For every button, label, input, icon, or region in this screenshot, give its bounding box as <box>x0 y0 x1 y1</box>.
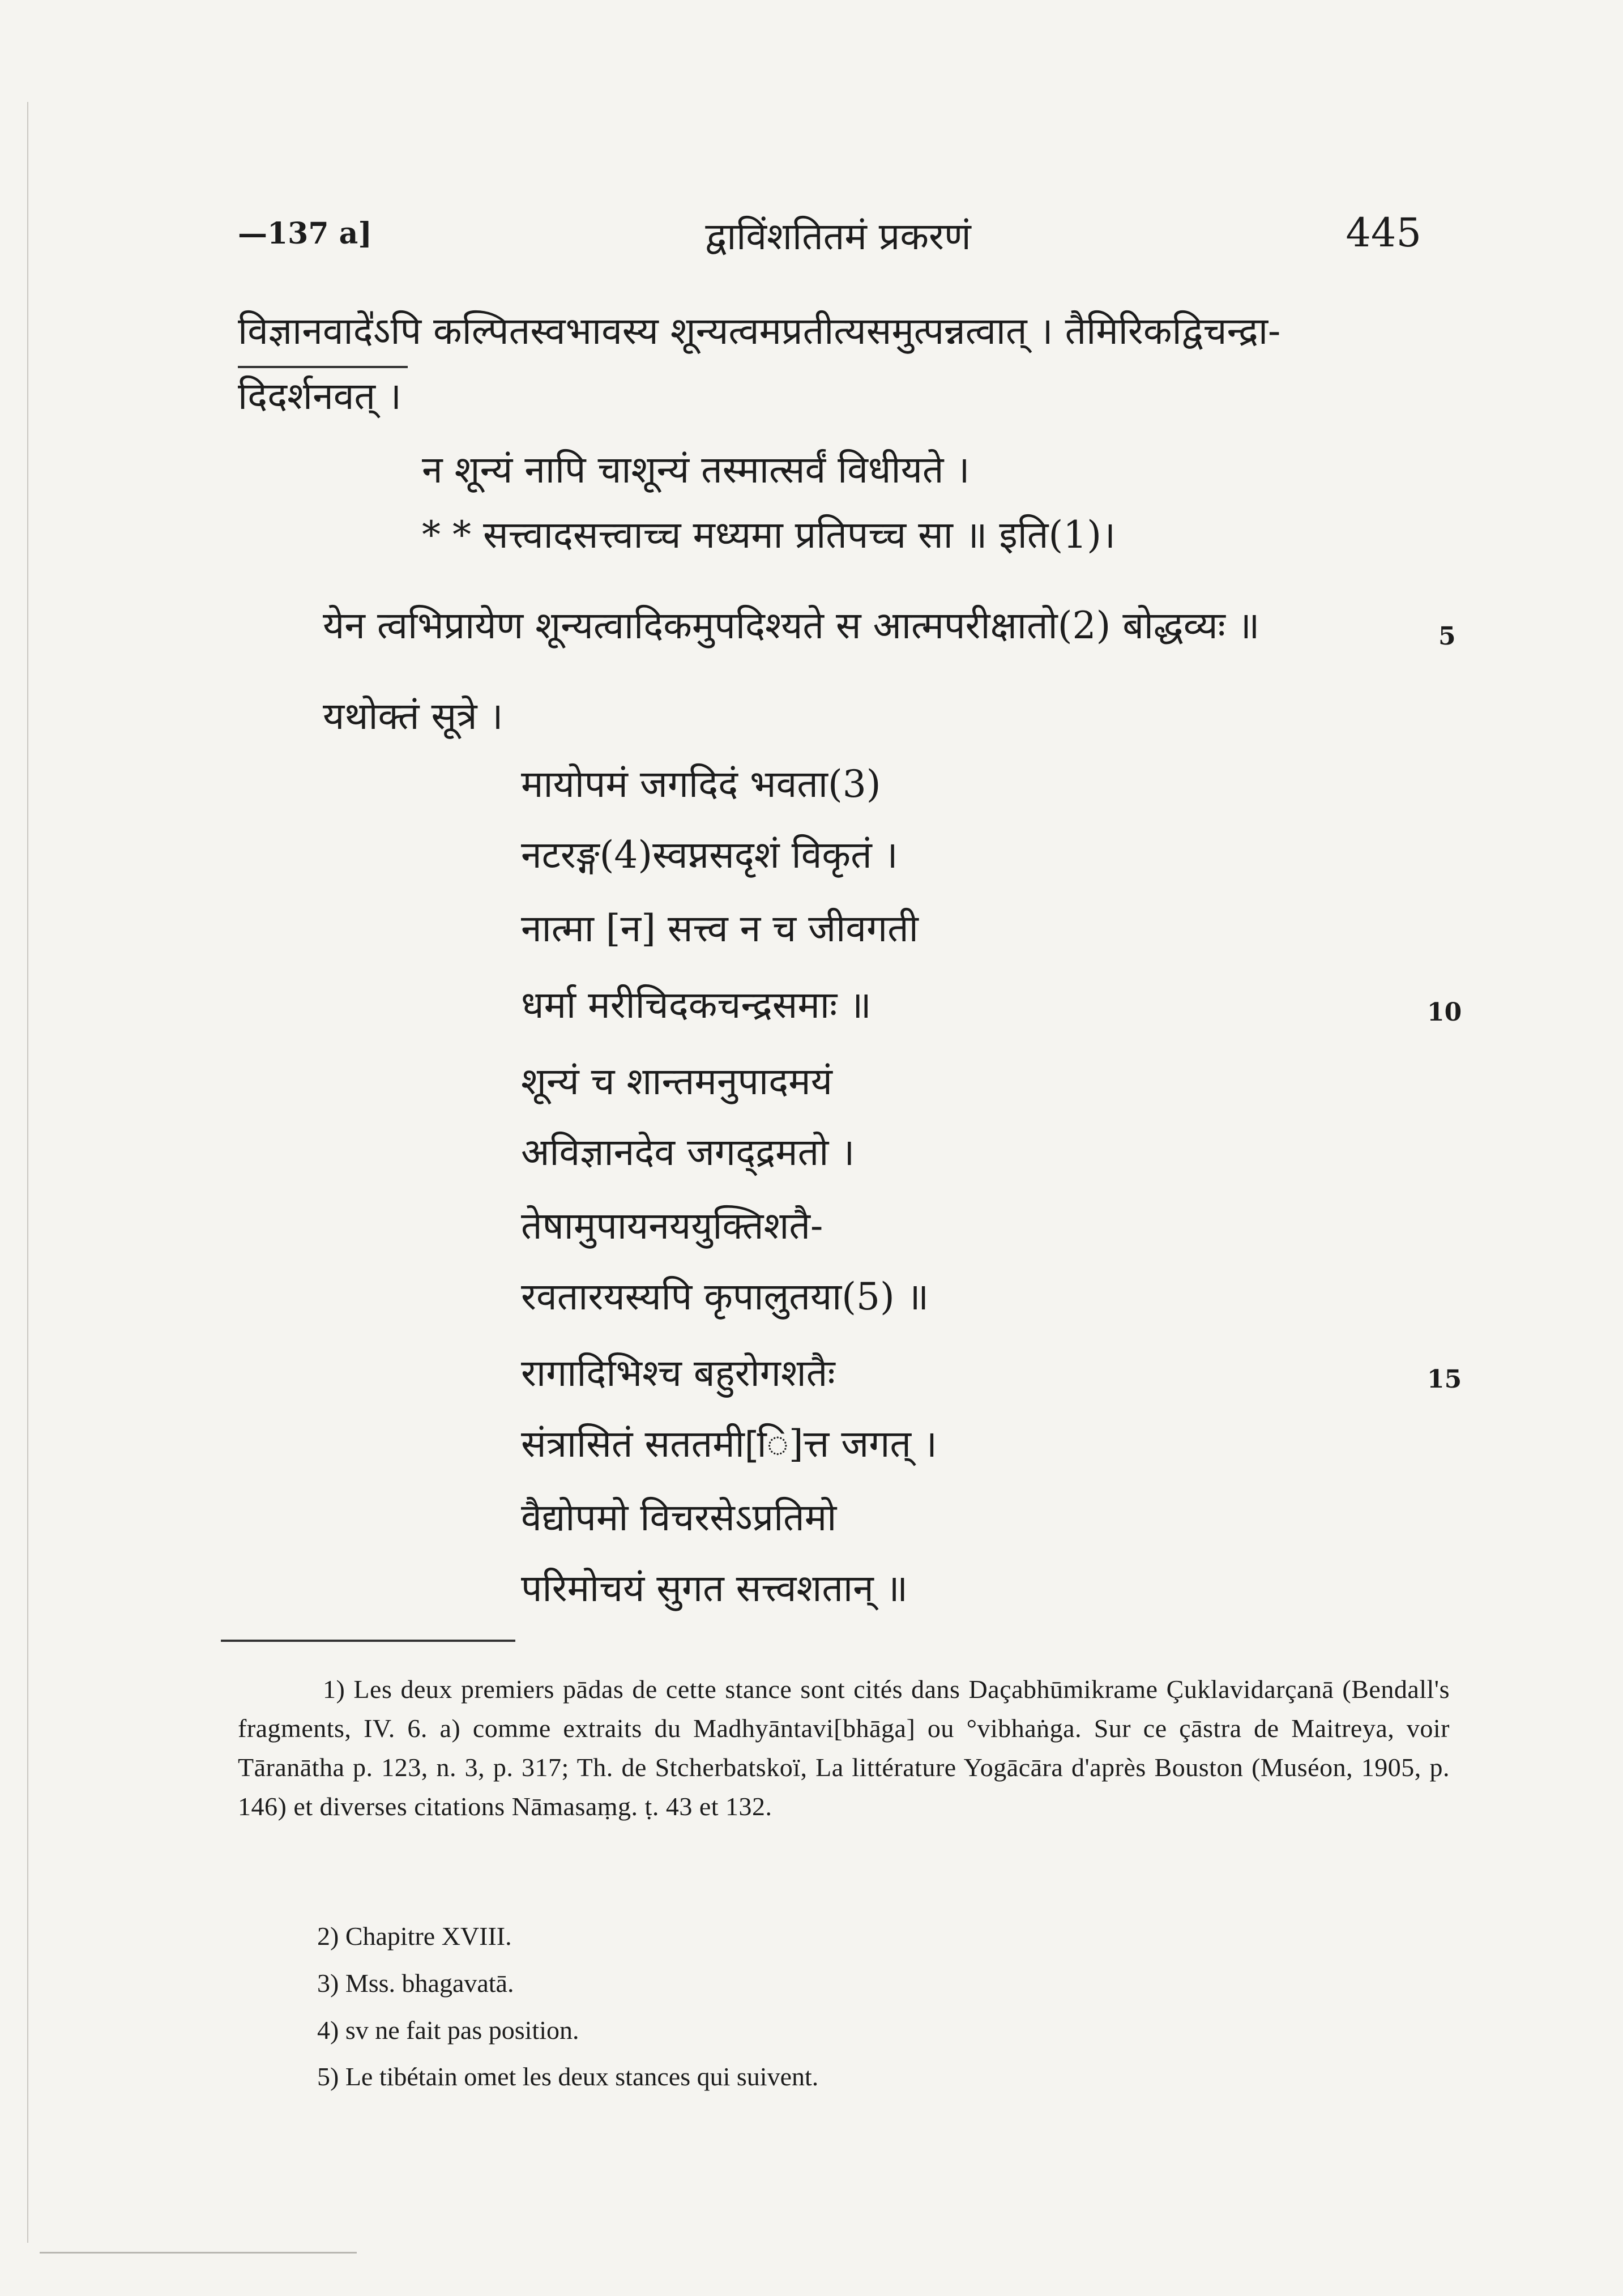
underline-mark <box>238 366 408 368</box>
text-line: येन त्वभिप्रायेण शून्यत्वादिकमुपदिश्यते स आत्मपरीक्षातो(2) बोद्धव्यः ॥ <box>323 604 1260 647</box>
page-bottom-rule <box>40 2252 357 2254</box>
line-number: 15 <box>1427 1365 1462 1394</box>
verse-line: वैद्योपमो विचरसेऽप्रतिमो <box>521 1496 837 1539</box>
text-line: विज्ञानवादे॑ऽपि कल्पितस्वभावस्य शून्यत्वमप्रतीत्यसमुत्पन्नत्वात् । तैमिरिकद्विचन्द्रा- <box>238 309 1281 353</box>
footnote-1-text: 1) Les deux premiers pādas de cette stance sont cités dans Daçabhūmikrame Çuklavidarçanā (Bendall's fragments, IV. 6. a) comme extraits du Madhyāntavi[bhāga] ou °vibhaṅga. Sur ce çāstra de Maitreya, voir Tāranātha p. 123, n. 3, p. 317; Th. de Stcherbatskoï, La littérature Yogācāra d'après Bouston (Muséon, 1905, p. 146) et diverses citations Nāmasaṃg. ṭ. 43 et 132. <box>238 1675 1450 1821</box>
folio-reference: —137 a] <box>238 216 372 251</box>
page-header <box>238 210 1421 261</box>
verse-line: शून्यं च शान्तमनुपादमयं <box>521 1060 832 1103</box>
footnote-3: 3) Mss. bhagavatā. <box>317 1969 514 1998</box>
verse-line: * * सत्त्वादसत्त्वाच्च मध्यमा प्रतिपच्च सा ॥ इति(1)। <box>422 513 1116 557</box>
verse-line: नात्मा [न] सत्त्व न च जीवगती <box>521 907 919 950</box>
footnote-5: 5) Le tibétain omet les deux stances qui suivent. <box>317 2062 819 2091</box>
line-number: 5 <box>1438 622 1456 651</box>
text-line: यथोक्तं सूत्रे । <box>323 694 503 738</box>
page-number: 445 <box>1346 210 1421 256</box>
verse-line: तेषामुपायनययुक्तिशतै- <box>521 1204 823 1248</box>
page-edge-rule <box>27 102 28 2243</box>
verse-line: रागादिभिश्च बहुरोगशतैः <box>521 1351 835 1395</box>
verse-line: नटरङ्ग(4)स्वप्नसदृशं विकृतं । <box>521 833 898 877</box>
verse-line: मायोपमं जगदिदं भवता(3) <box>521 762 881 806</box>
verse-line: धर्मा मरीचिदकचन्द्रसमाः ॥ <box>521 983 872 1027</box>
verse-line: अविज्ञानदेव जगद्द्रमतो । <box>521 1130 855 1174</box>
verse-line: परिमोचयं सुगत सत्त्वशतान् ॥ <box>521 1567 908 1610</box>
chapter-title: द्वाविंशतितमं प्रकरणं <box>705 215 971 258</box>
text-line: दिदर्शनवत् । <box>238 374 402 418</box>
verse-line: न शून्यं नापि चाशून्यं तस्मात्सर्वं विधीयते । <box>422 448 970 492</box>
footnote-separator <box>221 1640 515 1642</box>
footnote-2: 2) Chapitre XVIII. <box>317 1922 512 1951</box>
verse-line: संत्रासितं सततमी[ि]त्त जगत् । <box>521 1422 937 1466</box>
line-number: 10 <box>1427 998 1462 1027</box>
footnote-4: 4) sv ne fait pas position. <box>317 2016 579 2045</box>
footnote-1 <box>238 1670 1450 1826</box>
verse-line: रवतारयस्यपि कृपालुतया(5) ॥ <box>521 1275 929 1318</box>
